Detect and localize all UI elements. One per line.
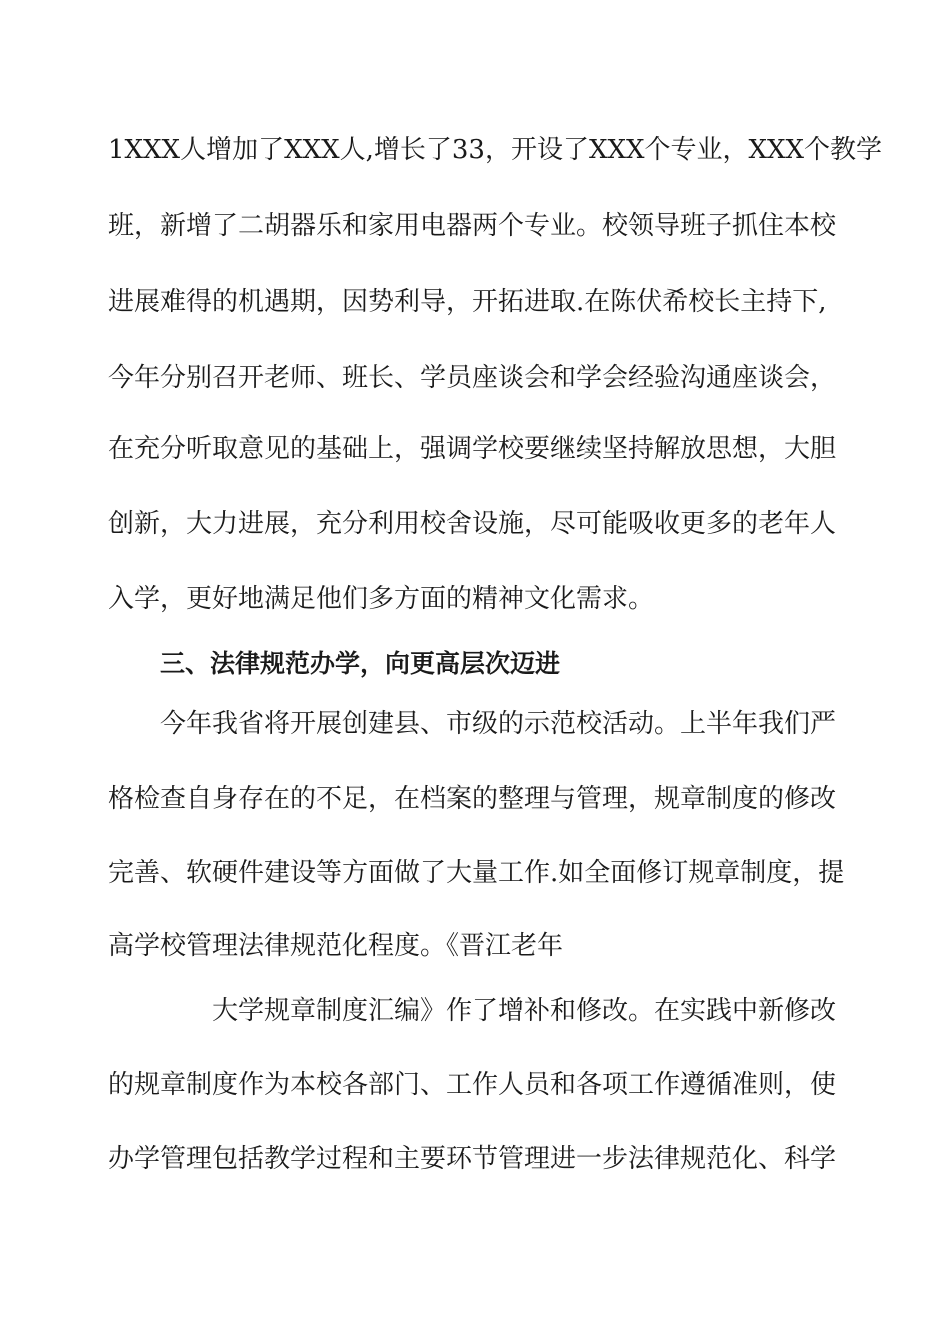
paragraph-line: 完善、软硬件建设等方面做了大量工作.如全面修订规章制度，提 <box>108 858 845 888</box>
paragraph-line: 1XXX人增加了XXX人,增长了33，开设了XXX个专业，XXX个教学 <box>108 135 883 165</box>
paragraph-line: 今年分别召开老师、班长、学员座谈会和学会经验沟通座谈会， <box>108 363 837 393</box>
paragraph-line: 在充分听取意见的基础上，强调学校要继续坚持解放思想，大胆 <box>108 434 837 464</box>
paragraph-line: 的规章制度作为本校各部门、工作人员和各项工作遵循准则，使 <box>108 1070 837 1100</box>
section-heading: 三、法律规范办学，向更高层次迈进 <box>160 649 561 678</box>
paragraph-line: 今年我省将开展创建县、市级的示范校活动。上半年我们严 <box>160 709 837 739</box>
paragraph-line: 格检查自身存在的不足，在档案的整理与管理，规章制度的修改 <box>108 784 837 814</box>
paragraph-line: 创新，大力进展，充分利用校舍设施，尽可能吸收更多的老年人 <box>108 509 837 539</box>
paragraph-line: 班，新增了二胡器乐和家用电器两个专业。校领导班子抓住本校 <box>108 211 837 241</box>
paragraph-line: 高学校管理法律规范化程度。《晋江老年 <box>108 931 564 961</box>
paragraph-line: 办学管理包括教学过程和主要环节管理进一步法律规范化、科学 <box>108 1144 837 1174</box>
paragraph-line: 大学规章制度汇编》作了增补和修改。在实践中新修改 <box>212 996 837 1026</box>
paragraph-line: 入学，更好地满足他们多方面的精神文化需求。 <box>108 584 655 614</box>
paragraph-line: 进展难得的机遇期，因势利导，开拓进取.在陈伏希校长主持下, <box>108 287 827 317</box>
